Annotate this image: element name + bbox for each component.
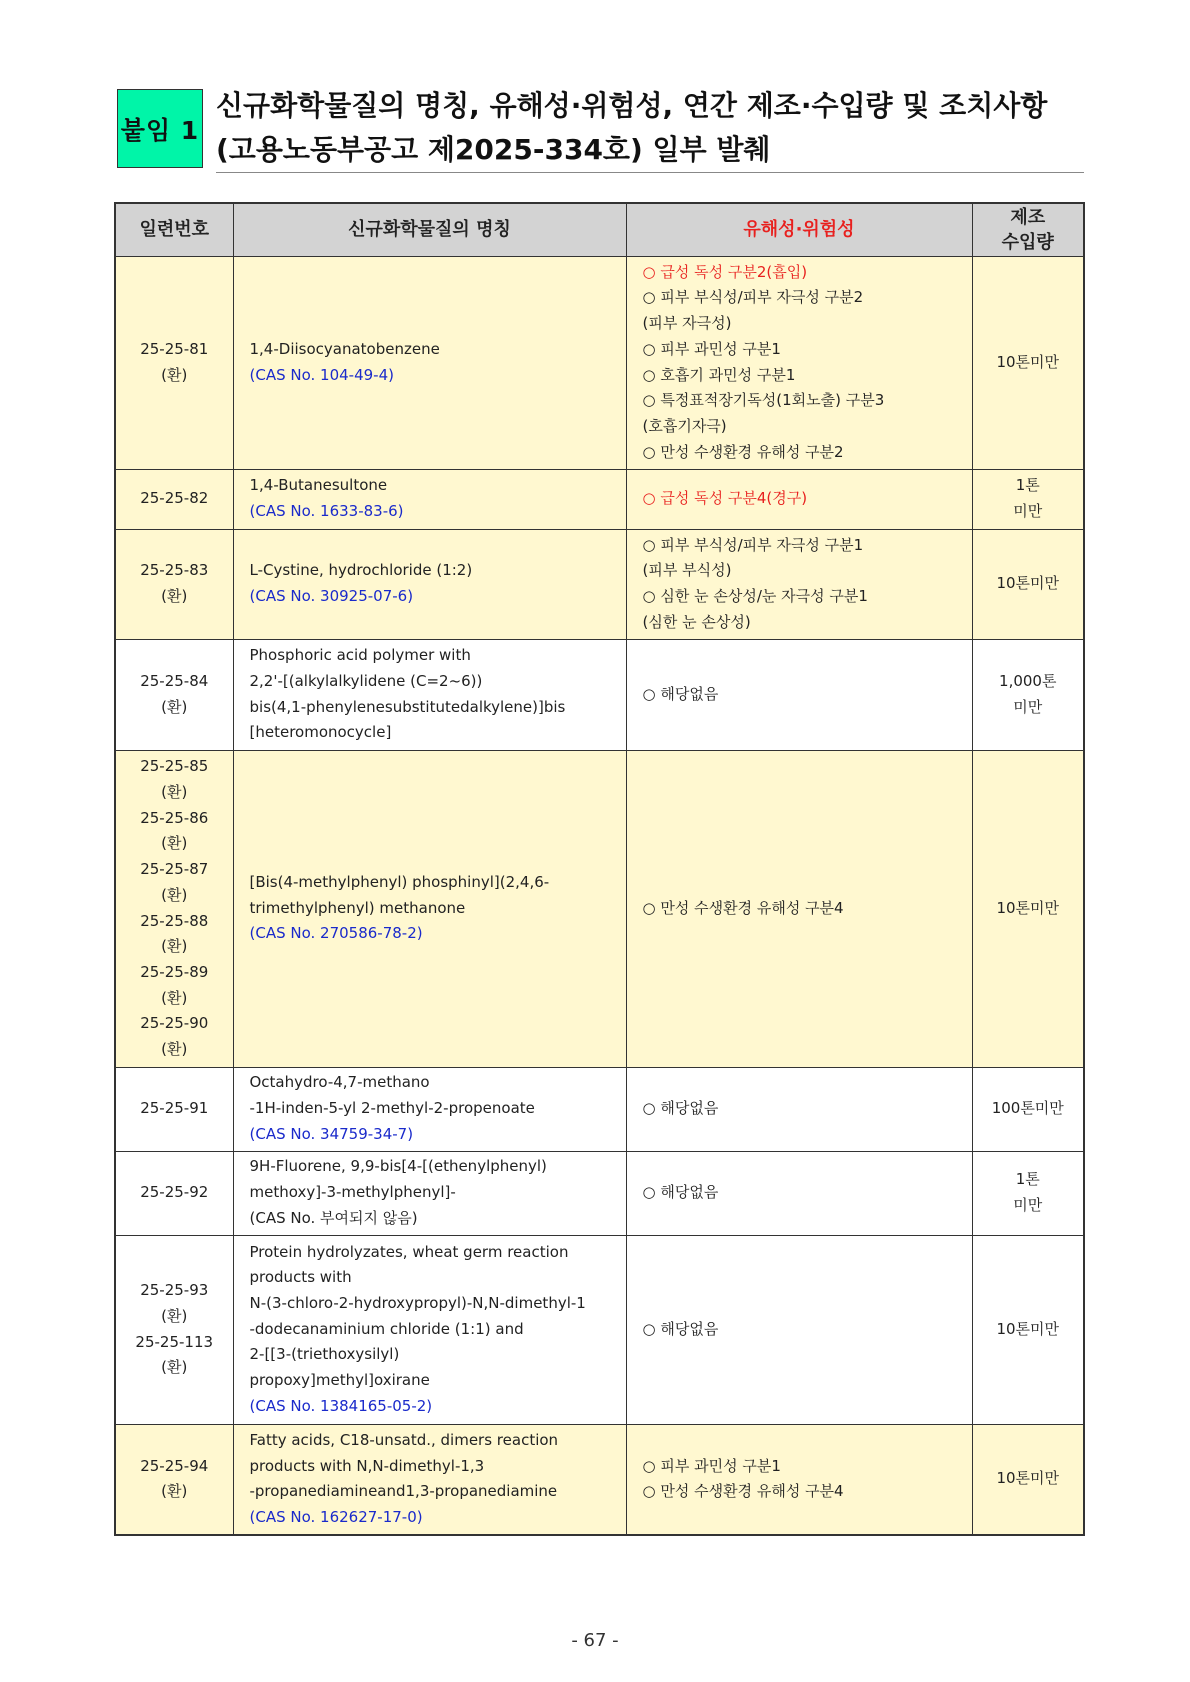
hazard-cell — [626, 1235, 972, 1424]
cas-number: (CAS No. 1633-83-6) — [249, 502, 404, 520]
hazard-cell — [626, 639, 972, 750]
hazard-line: ○ 급성 독성 구분2(흡입) — [642, 262, 808, 281]
name-line: 1,4-Butanesultone — [249, 476, 388, 495]
table-row — [115, 469, 1084, 529]
quantity-cell — [972, 1151, 1084, 1235]
table-row — [115, 256, 1084, 469]
hazard-line: ○ 피부 부식성/피부 자극성 구분1 — [642, 535, 864, 554]
name-line: trimethylphenyl) methanone — [249, 898, 466, 917]
quantity-cell — [972, 639, 1084, 750]
name-line: bis(4,1-phenylenesubstitutedalkylene)]bis — [249, 697, 566, 716]
serial-line: 25-25-113 — [135, 1332, 214, 1351]
hazard-line: (심한 눈 손상성) — [642, 612, 751, 631]
serial-cell — [115, 469, 233, 529]
hazard-line: ○ 급성 독성 구분4(경구) — [642, 489, 808, 508]
name-line: products with N,N-dimethyl-1,3 — [249, 1456, 485, 1475]
hazard-cell — [626, 256, 972, 469]
name-line: -dodecanaminium chloride (1:1) and — [249, 1319, 524, 1338]
cas-number: (CAS No. 1384165-05-2) — [249, 1396, 433, 1415]
title-line-1: 신규화학물질의 명칭, 유해성·위험성, 연간 제조·수입량 및 조치사항 — [216, 89, 1048, 122]
header-quantity — [972, 203, 1084, 256]
chemicals-table — [114, 202, 1085, 1536]
quantity-line: 미만 — [1013, 502, 1043, 520]
hazard-line: (피부 자극성) — [642, 314, 732, 333]
header-quantity-line: 수입량 — [1001, 231, 1054, 253]
hazard-line: ○ 해당없음 — [642, 1099, 719, 1118]
serial-line: 25-25-94 — [140, 1456, 209, 1475]
title-line-2: (고용노동부공고 제2025-334호) 일부 발췌 — [216, 133, 771, 166]
hazard-line: (호흡기자극) — [642, 416, 727, 435]
quantity-cell — [972, 469, 1084, 529]
quantity-line: 10톤미만 — [996, 1469, 1060, 1488]
serial-line: (환) — [161, 988, 188, 1007]
name-line: L-Cystine, hydrochloride (1:2) — [249, 561, 473, 580]
cas-number: (CAS No. 34759-34-7) — [249, 1124, 414, 1143]
quantity-cell — [972, 256, 1084, 469]
quantity-cell — [972, 750, 1084, 1067]
serial-line: (환) — [161, 1358, 188, 1377]
serial-line: 25-25-91 — [140, 1099, 209, 1118]
serial-line: (환) — [161, 1040, 188, 1059]
serial-line: (환) — [161, 1306, 188, 1325]
quantity-line: 미만 — [1013, 697, 1043, 716]
hazard-line: (피부 부식성) — [642, 561, 732, 580]
name-line: N-(3-chloro-2-hydroxypropyl)-N,N-dimethyl-1 — [249, 1293, 586, 1312]
hazard-line: ○ 해당없음 — [642, 1183, 719, 1202]
header-hazard: 유해성·위험성 — [626, 203, 972, 256]
name-cell — [233, 256, 626, 469]
header-quantity-line: 제조 — [1010, 206, 1046, 228]
serial-cell — [115, 529, 233, 639]
name-line: Protein hydrolyzates, wheat germ reaction — [249, 1242, 569, 1261]
table-row — [115, 1151, 1084, 1235]
name-line: 2,2'-[(alkylalkylidene (C=2~6)) — [249, 671, 483, 690]
cas-number: (CAS No. 162627-17-0) — [249, 1507, 423, 1526]
serial-line: (환) — [161, 697, 188, 716]
serial-cell — [115, 1067, 233, 1151]
serial-line: 25-25-83 — [140, 561, 209, 580]
appendix-badge: 붙임 1 — [117, 89, 203, 168]
hazard-line: ○ 심한 눈 손상성/눈 자극성 구분1 — [642, 587, 868, 605]
hazard-cell — [626, 529, 972, 639]
name-cell — [233, 1424, 626, 1535]
serial-line: (환) — [161, 834, 188, 853]
quantity-line: 10톤미만 — [996, 352, 1060, 371]
cas-number: (CAS No. 270586-78-2) — [249, 924, 423, 943]
serial-line: 25-25-82 — [140, 489, 209, 508]
serial-cell — [115, 256, 233, 469]
name-cell — [233, 529, 626, 639]
serial-line: 25-25-89 — [140, 962, 209, 981]
name-line: products with — [249, 1268, 352, 1287]
table-header — [115, 203, 1084, 256]
name-cell — [233, 1067, 626, 1151]
name-line: 9H-Fluorene, 9,9-bis[4-[(ethenylphenyl) — [249, 1157, 547, 1176]
name-line: [heteromonocycle] — [249, 723, 392, 742]
hazard-cell — [626, 1067, 972, 1151]
serial-line: 25-25-92 — [140, 1183, 209, 1202]
name-cell — [233, 639, 626, 750]
page-number: - 67 - — [571, 1630, 619, 1651]
name-line: Phosphoric acid polymer with — [249, 646, 471, 665]
hazard-cell — [626, 469, 972, 529]
serial-cell — [115, 639, 233, 750]
serial-line: (환) — [161, 365, 188, 384]
table-row — [115, 529, 1084, 639]
quantity-line: 미만 — [1013, 1196, 1043, 1214]
quantity-cell — [972, 1067, 1084, 1151]
hazard-line: ○ 만성 수생환경 유해성 구분2 — [642, 442, 844, 461]
hazard-line: ○ 해당없음 — [642, 1319, 719, 1338]
name-line: -1H-inden-5-yl 2-methyl-2-propenoate — [249, 1099, 535, 1118]
header-serial: 일련번호 — [115, 203, 233, 256]
quantity-cell — [972, 1235, 1084, 1424]
serial-line: (환) — [161, 1482, 188, 1501]
name-line: [Bis(4-methylphenyl) phosphinyl](2,4,6- — [249, 872, 550, 891]
table-row — [115, 1235, 1084, 1424]
hazard-cell — [626, 1424, 972, 1535]
table-row — [115, 1067, 1084, 1151]
quantity-line: 1톤 — [1015, 1170, 1040, 1189]
table-row — [115, 1424, 1084, 1535]
table-row — [115, 639, 1084, 750]
quantity-line: 100톤미만 — [991, 1099, 1064, 1118]
hazard-line: ○ 특정표적장기독성(1회노출) 구분3 — [642, 391, 885, 410]
name-line: Octahydro-4,7-methano — [249, 1073, 430, 1092]
name-cell — [233, 469, 626, 529]
serial-line: 25-25-87 — [140, 860, 209, 879]
hazard-cell — [626, 750, 972, 1067]
hazard-line: ○ 피부 부식성/피부 자극성 구분2 — [642, 288, 864, 307]
table-row — [115, 750, 1084, 1067]
serial-line: 25-25-85 — [140, 757, 209, 776]
name-cell — [233, 1235, 626, 1424]
serial-line: 25-25-88 — [140, 911, 209, 930]
hazard-line: ○ 피부 과민성 구분1 — [642, 1456, 781, 1475]
serial-line: (환) — [161, 885, 188, 904]
serial-cell — [115, 1424, 233, 1535]
name-cell — [233, 750, 626, 1067]
serial-line: 25-25-90 — [140, 1014, 209, 1033]
cas-number: (CAS No. 30925-07-6) — [249, 587, 414, 605]
quantity-cell — [972, 529, 1084, 639]
serial-line: 25-25-86 — [140, 808, 209, 827]
serial-line: 25-25-93 — [140, 1281, 209, 1300]
hazard-line: ○ 호흡기 과민성 구분1 — [642, 365, 796, 384]
name-line: propoxy]methyl]oxirane — [249, 1371, 430, 1390]
hazard-line: ○ 만성 수생환경 유해성 구분4 — [642, 1482, 844, 1501]
serial-line: (환) — [161, 782, 188, 801]
name-line: Fatty acids, C18-unsatd., dimers reaction — [249, 1430, 559, 1449]
quantity-line: 1톤 — [1015, 476, 1040, 495]
name-cell — [233, 1151, 626, 1235]
quantity-line: 10톤미만 — [996, 898, 1060, 917]
quantity-line: 1,000톤 — [999, 671, 1057, 690]
name-line: 2-[[3-(triethoxysilyl) — [249, 1345, 400, 1364]
page-title — [216, 84, 1084, 173]
serial-cell — [115, 1151, 233, 1235]
serial-line: 25-25-84 — [140, 671, 209, 690]
serial-cell — [115, 1235, 233, 1424]
cas-number: (CAS No. 104-49-4) — [249, 365, 394, 384]
hazard-cell — [626, 1151, 972, 1235]
quantity-line: 10톤미만 — [996, 1319, 1060, 1338]
quantity-cell — [972, 1424, 1084, 1535]
name-line: methoxy]-3-methylphenyl]- — [249, 1183, 456, 1202]
serial-line: (환) — [161, 937, 188, 956]
serial-line: (환) — [161, 587, 188, 605]
hazard-line: ○ 만성 수생환경 유해성 구분4 — [642, 898, 844, 917]
name-line: 1,4-Diisocyanatobenzene — [249, 339, 440, 358]
header-name: 신규화학물질의 명칭 — [233, 203, 626, 256]
name-line: (CAS No. 부여되지 않음) — [249, 1208, 418, 1227]
serial-cell — [115, 750, 233, 1067]
quantity-line: 10톤미만 — [996, 574, 1060, 593]
name-line: -propanediamineand1,3-propanediamine — [249, 1482, 558, 1501]
serial-line: 25-25-81 — [140, 339, 209, 358]
hazard-line: ○ 해당없음 — [642, 684, 719, 703]
hazard-line: ○ 피부 과민성 구분1 — [642, 339, 781, 358]
